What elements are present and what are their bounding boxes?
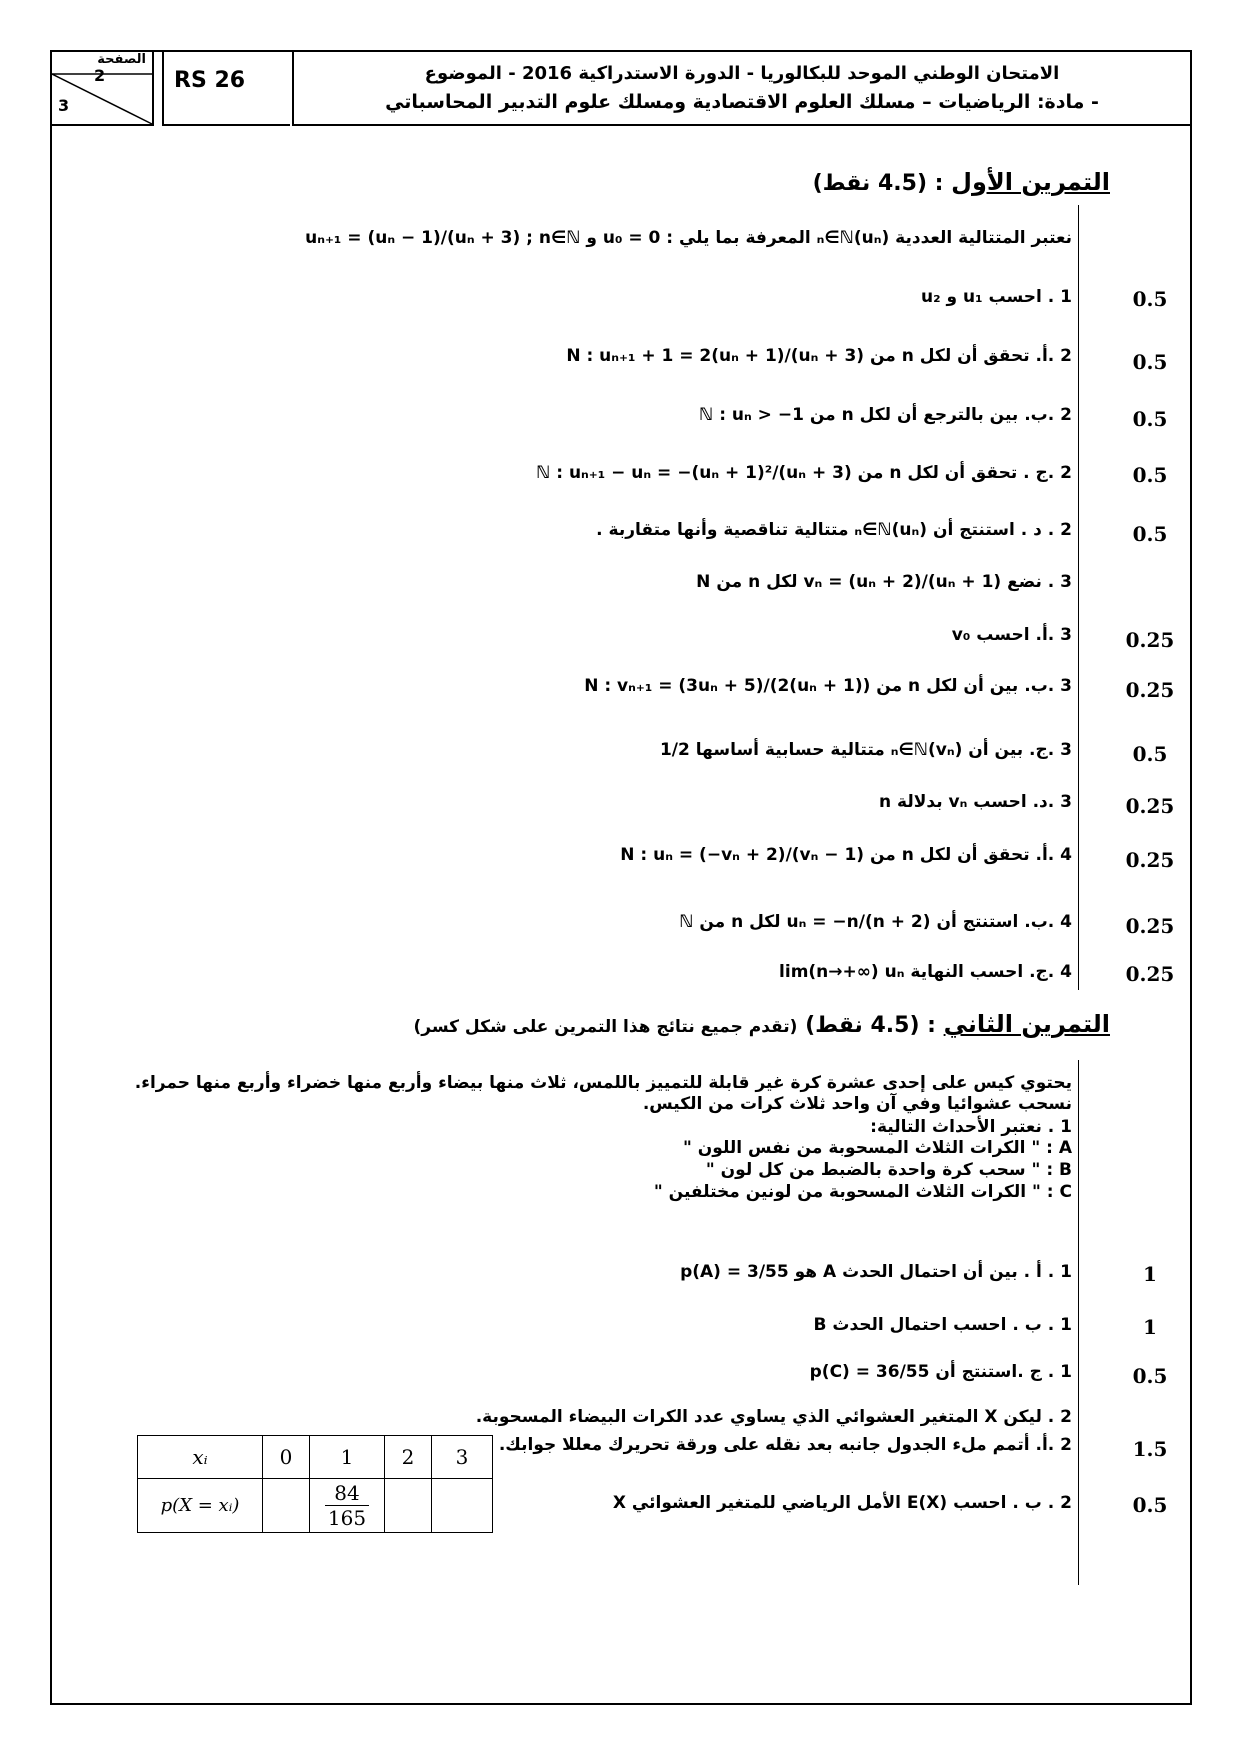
- ex1-q3c: 3 .ج. بين أن (vₙ)ₙ∈ℕ متتالية حسابية أساسها 1/2: [659, 740, 1072, 760]
- exercise2-heading: التمرين الثاني: [943, 1010, 1110, 1038]
- ex1-q2a: 2 .أ. تحقق أن لكل n من N : uₙ₊₁ + 1 = 2(uₙ + 1)/(uₙ + 3): [566, 346, 1072, 366]
- ex1-q4a: 4 .أ. تحقق أن لكل n من N : uₙ = (−vₙ + 2)/(vₙ − 1): [620, 845, 1072, 865]
- ex1-q4c-points: 0.25: [1125, 962, 1175, 986]
- table-p-0: [263, 1479, 310, 1533]
- ex2-q1c-points: 0.5: [1132, 1364, 1168, 1388]
- ex1-q2a-points: 0.5: [1132, 350, 1168, 374]
- table-p-1-fraction: [325, 1481, 369, 1530]
- exercise2-title: [413, 1010, 1110, 1038]
- ex2-q2b: 2 . ب . احسب E(X) الأمل الرياضي للمتغير العشوائي X: [612, 1493, 1072, 1513]
- ex2-q1c: 1 . ج .استنتج أن p(C) = 36/55: [809, 1362, 1072, 1382]
- exam-title-line1: الامتحان الوطني الموحد للبكالوريا - الدورة الاستدراكية 2016 - الموضوع: [424, 63, 1060, 84]
- ex1-q4b: 4 .ب. استنتج أن uₙ = −n/(n + 2) لكل n من ℕ: [679, 912, 1072, 932]
- ex1-q2c-points: 0.5: [1132, 463, 1168, 487]
- page-number: 2: [94, 66, 106, 85]
- table-header-x: xᵢ: [138, 1436, 263, 1479]
- table-value-2: 2: [385, 1436, 432, 1479]
- table-row: [138, 1479, 493, 1533]
- page-indicator: [52, 52, 154, 126]
- exam-title-line2: - مادة: الرياضيات – مسلك العلوم الاقتصادية ومسلك علوم التدبير المحاسباتي: [385, 91, 1099, 113]
- page-total: 3: [58, 96, 70, 115]
- exercise1-points: : (4.5 نقط): [812, 171, 944, 196]
- ex1-q3a: 3 .أ. احسب v₀: [951, 625, 1072, 645]
- exercise2-statement: يحتوي كيس على إحدى عشرة كرة غير قابلة للتمييز باللمس، ثلاث منها بيضاء وأربع منها خضراء وأربع منها حمراء. نسحب عشوائيا وفي آن واحد ثلاث كرات من الكيس.: [134, 1073, 1072, 1114]
- ex1-q2c: 2 .ج . تحقق أن لكل n من ℕ : uₙ₊₁ − uₙ = −(uₙ + 1)²/(uₙ + 3): [536, 463, 1072, 483]
- exam-title: [292, 52, 1190, 126]
- ex1-q4a-points: 0.25: [1125, 848, 1175, 872]
- table-p-1: [310, 1479, 385, 1533]
- exercise2-points: : (4.5 نقط): [805, 1013, 936, 1038]
- ex2-q1a-points: 1: [1143, 1262, 1157, 1286]
- table-p-1-denominator: 165: [327, 1506, 367, 1530]
- ex2-q2: 2 . ليكن X المتغير العشوائي الذي يساوي عدد الكرات البيضاء المسحوبة.: [475, 1407, 1072, 1427]
- ex1-q3a-points: 0.25: [1125, 628, 1175, 652]
- page-label: الصفحة: [97, 52, 146, 67]
- distribution-table: [137, 1435, 493, 1533]
- table-p-3: [432, 1479, 493, 1533]
- ex1-q2d: 2 . د . استنتج أن (uₙ)ₙ∈ℕ متتالية تناقصية وأنها متقاربة .: [596, 520, 1072, 540]
- ex2-q2b-points: 0.5: [1132, 1493, 1168, 1517]
- ex1-q3d: 3 .د. احسب vₙ بدلالة n: [879, 792, 1072, 812]
- ex1-q2d-points: 0.5: [1132, 522, 1168, 546]
- ex2-q1a: 1 . أ . بين أن احتمال الحدث A هو p(A) = 3/55: [680, 1262, 1072, 1282]
- exercise2-note: (تقدم جميع نتائج هذا التمرين على شكل كسر): [413, 1017, 798, 1037]
- table-p-2: [385, 1479, 432, 1533]
- table-p-1-numerator: 84: [325, 1481, 369, 1506]
- ex1-q3c-points: 0.5: [1132, 742, 1168, 766]
- exam-code: RS 26: [162, 52, 290, 126]
- table-value-1: 1: [310, 1436, 385, 1479]
- ex1-q3b-points: 0.25: [1125, 678, 1175, 702]
- table-value-3: 3: [432, 1436, 493, 1479]
- ex1-q1: 1 . احسب u₁ و u₂: [921, 287, 1072, 307]
- event-c: C : " الكرات الثلاث المسحوبة من لونين مختلفين ": [653, 1182, 1072, 1202]
- ex1-q2b-points: 0.5: [1132, 407, 1168, 431]
- exercise2-column-rule: [1078, 1060, 1079, 1585]
- ex1-q4c: 4 .ج. احسب النهاية lim(n→+∞) uₙ: [779, 962, 1072, 982]
- exercise1-title: [813, 168, 1110, 196]
- event-b: B : " سحب كرة واحدة بالضبط من كل لون ": [705, 1160, 1072, 1180]
- ex1-q2b: 2 .ب. بين بالترجع أن لكل n من ℕ : uₙ > −1: [699, 405, 1072, 425]
- ex2-q1b-points: 1: [1143, 1315, 1157, 1339]
- ex1-q3: 3 . نضع vₙ = (uₙ + 2)/(uₙ + 1) لكل n من N: [696, 572, 1072, 592]
- event-a: A : " الكرات الثلاث المسحوبة من نفس اللون ": [683, 1138, 1072, 1158]
- ex1-q3b: 3 .ب. بين أن لكل n من N : vₙ₊₁ = (3uₙ + 5)/(2(uₙ + 1)): [584, 676, 1072, 696]
- ex1-q3d-points: 0.25: [1125, 794, 1175, 818]
- ex2-q1b: 1 . ب . احسب احتمال الحدث B: [813, 1315, 1072, 1335]
- table-value-0: 0: [263, 1436, 310, 1479]
- ex1-q1-points: 0.5: [1132, 287, 1168, 311]
- ex1-q4b-points: 0.25: [1125, 914, 1175, 938]
- ex2-q2a: 2 .أ. أتمم ملء الجدول جانبه بعد نقله على ورقة تحريرك معللا جوابك.: [498, 1435, 1072, 1455]
- exercise1-heading: التمرين الأول: [951, 168, 1110, 196]
- table-row: [138, 1436, 493, 1479]
- exercise1-intro: نعتبر المتتالية العددية (uₙ)ₙ∈ℕ المعرفة بما يلي : u₀ = 0 و uₙ₊₁ = (uₙ − 1)/(uₙ + 3) ; n∈ℕ: [305, 228, 1072, 248]
- exercise1-column-rule: [1078, 205, 1079, 990]
- exam-header: [52, 52, 1190, 127]
- exercise2-events-intro: 1 . نعتبر الأحداث التالية:: [870, 1117, 1072, 1137]
- table-header-p: p(X = xᵢ): [138, 1479, 263, 1533]
- ex2-q2a-points: 1.5: [1132, 1437, 1168, 1461]
